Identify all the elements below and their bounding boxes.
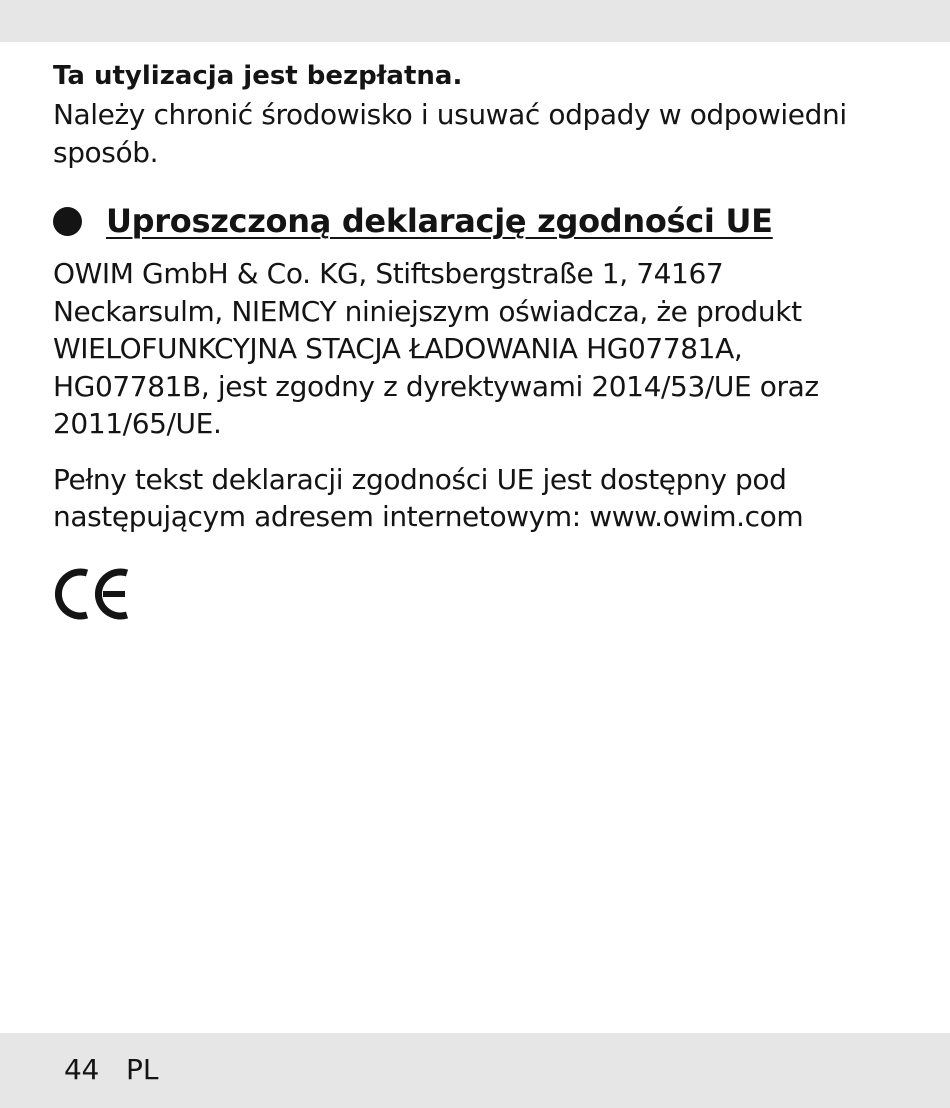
language-code: PL bbox=[126, 1053, 159, 1086]
declaration-title: Uproszczoną deklarację zgodności UE bbox=[106, 202, 773, 240]
page-number: 44 bbox=[64, 1053, 100, 1086]
disposal-text: Należy chronić środowisko i usuwać odpady w odpowiedni sposób. bbox=[53, 98, 847, 169]
declaration-paragraph-1: OWIM GmbH & Co. KG, Stiftsbergstraße 1, 74167 Neckarsulm, NIEMCY niniejszym oświadcza, że produkt WIELOFUNKCYJNA STACJA ŁADOWANIA HG07781A, HG07781B, jest zgodny z dyrektywami 2014/53/UE oraz 2011/65/UE. bbox=[53, 257, 819, 440]
bullet-icon bbox=[53, 207, 82, 236]
declaration-paragraph-2: Pełny tekst deklaracji zgodności UE jest dostępny pod następującym adresem internetowym: www.owim.com bbox=[53, 462, 804, 533]
ce-mark-icon bbox=[53, 566, 131, 622]
declaration-heading bbox=[53, 199, 853, 243]
disposal-heading: Ta utylizacja jest bezpłatna. bbox=[53, 61, 463, 91]
top-bar bbox=[0, 0, 950, 42]
page-content bbox=[53, 56, 853, 626]
